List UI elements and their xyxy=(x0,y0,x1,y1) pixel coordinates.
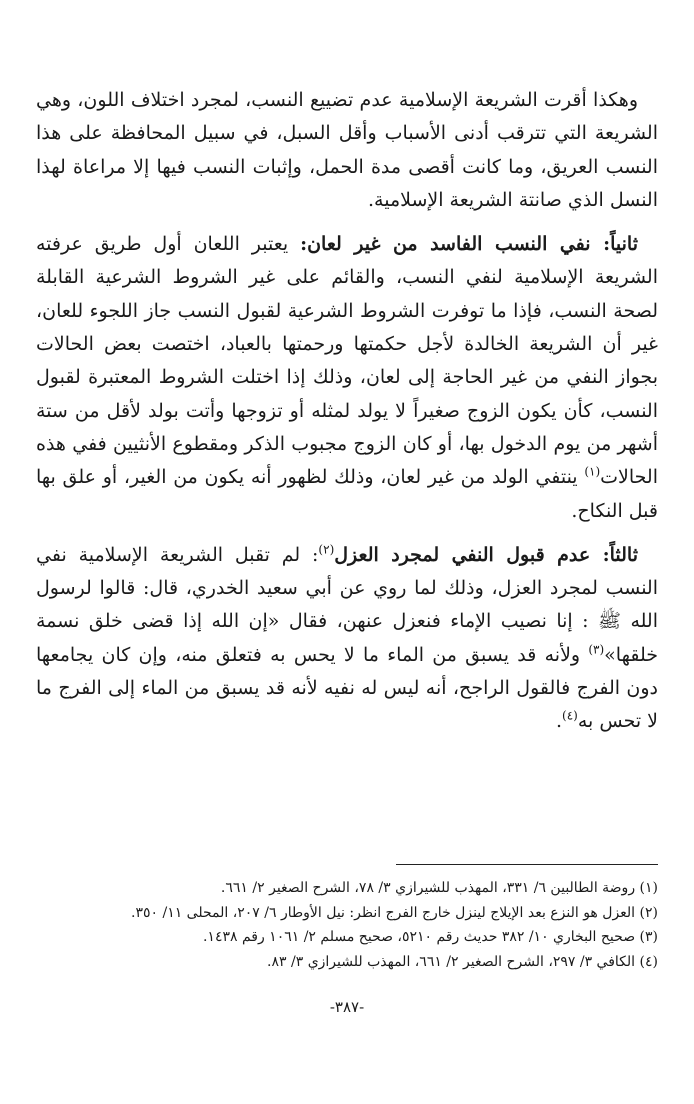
footnote-ref-1: (١) xyxy=(584,464,601,479)
footnote-ref-3: (٣) xyxy=(588,642,605,657)
footnote-4: (٤) الكافي ٣/ ٢٩٧، الشرح الصغير ٢/ ٦٦١، المهذب للشيرازي ٣/ ٨٣. xyxy=(267,953,658,970)
page-number: -٣٨٧- xyxy=(329,998,365,1016)
paragraph-1-text: وهكذا أقرت الشريعة الإسلامية عدم تضييع النسب، لمجرد اختلاف اللون، وهي الشريعة التي تترقب أدنى الأسباب وأقل السبل، في سبيل المحافظة على هذا النسب العريق، وما كانت أقصى مدة الحمل، وإثبات النسب فيها إلا مراعاة لهذا النسل الذي صانتة الشريعة الإسلامية. xyxy=(36,89,658,211)
paragraph-2-text: يعتبر اللعان أول طريق عرفته الشريعة الإسلامية لنفي النسب، والقائم على غير الشروط الشرعية القابلة لصحة النسب، فإذا ما توفرت الشروط الشرعية لقبول النسب جاز اللجوء للعان، غير أن الشريعة الخالدة لأجل حكمتها ورحمتها بالعباد، اختصت بعض الحالات بجواز النفي من غير الحاجة إلى لعان، وذلك إذا اختلت الشروط المعتبرة لقبول النسب، كأن يكون الزوج صغيراً لا يولد لمثله أو تزوجها وأتت بولد لأقل من ستة أشهر من يوم الدخول بها، أو كان الزوج مجبوب الذكر ومقطوع الأنثيين ففي هذه الحالات xyxy=(36,233,658,489)
footnote-separator xyxy=(396,864,658,865)
paragraph-3-text: : لم تقبل الشريعة الإسلامية نفي النسب لمجرد العزل، وذلك لما روي عن أبي سعيد الخدري، قال: قالوا لرسول الله ﷺ : إنا نصيب الإماء فنعزل عنهن، فقال «إن الله إذا قضى خلق نسمة خلقها» xyxy=(36,543,658,666)
paragraph-3-text-after: ولأنه قد يسبق من الماء ما لا يحس به فتعلق منه، وإن كان يجامعها دون الفرج فالقول الراجح، أنه ليس له نفيه لأنه قد يسبق من الماء إلى الفرج ما لا تحس به xyxy=(36,643,658,733)
main-text xyxy=(36,84,658,750)
paragraph-3-text-end: . xyxy=(555,710,562,733)
paragraph-2-text-after: ينتفي الولد من غير لعان، وذلك لظهور أنه يكون من الغير، أو علق بها قبل النكاح. xyxy=(36,466,658,522)
paragraph-2 xyxy=(36,228,658,528)
footnote-1: (١) روضة الطالبين ٦/ ٣٣١، المهذب للشيرازي ٣/ ٧٨، الشرح الصغير ٢/ ٦٦١. xyxy=(220,880,658,896)
paragraph-3-heading: ثالثاً: عدم قبول النفي لمجرد العزل xyxy=(334,543,638,566)
paragraph-3 xyxy=(36,539,658,739)
footnote-ref-2: (٢) xyxy=(318,542,335,557)
footnotes xyxy=(36,876,658,974)
paragraph-2-heading: ثانياً: نفي النسب الفاسد من غير لعان: xyxy=(300,233,638,256)
footnote-ref-4: (٤) xyxy=(562,709,578,724)
paragraph-1 xyxy=(36,84,658,217)
footnote-3: (٣) صحيح البخاري ١٠/ ٣٨٢ حديث رقم ٥٢١٠، صحيح مسلم ٢/ ١٠٦١ رقم ١٤٣٨. xyxy=(202,929,658,945)
footnote-2: (٢) العزل هو النزع بعد الإيلاج لينزل خارج الفرج انظر: نيل الأوطار ٦/ ٢٠٧، المحلى ١١/ ٣٥٠. xyxy=(131,904,658,921)
